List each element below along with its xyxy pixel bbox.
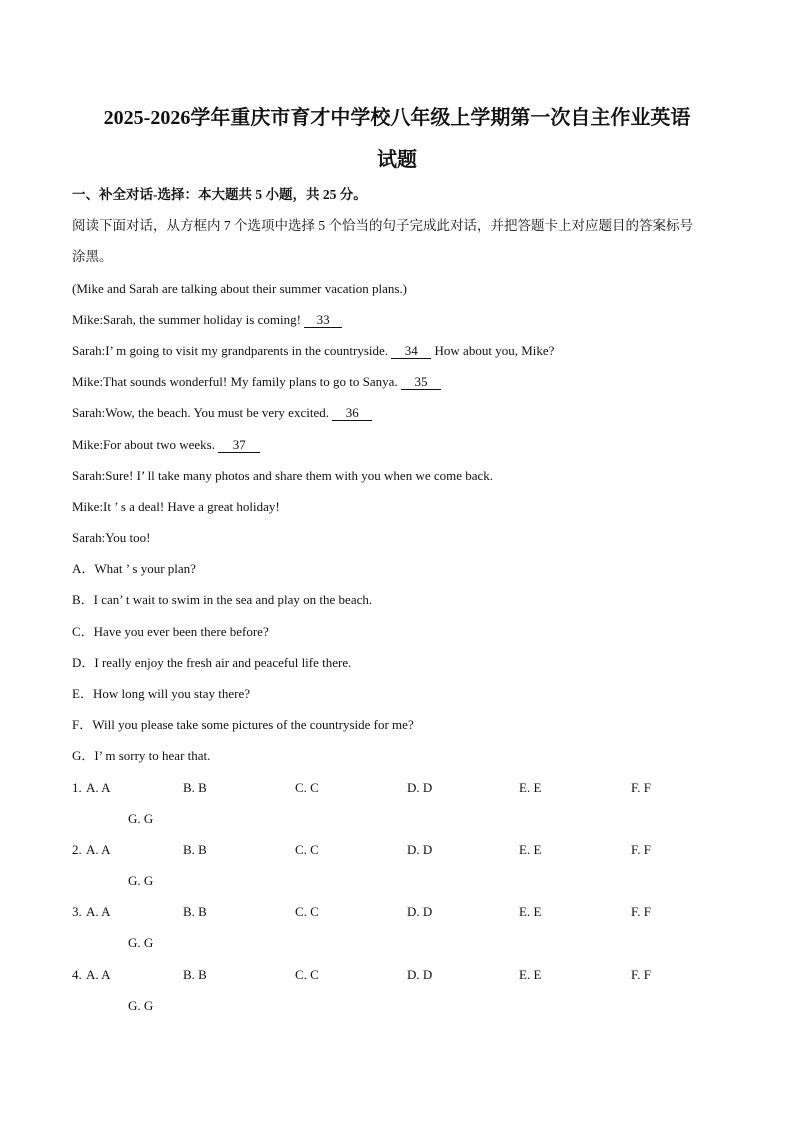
choice-d[interactable]: D. D [407, 842, 433, 857]
option-g: G．I’ m sorry to hear that. [72, 748, 211, 763]
option-a: A．What ’ s your plan? [72, 561, 196, 576]
choice-e[interactable]: E. E [519, 967, 542, 982]
choice-b[interactable]: B. B [183, 780, 207, 795]
option-e: E．How long will you stay there? [72, 686, 250, 701]
blank-35[interactable]: 35 [401, 375, 441, 390]
choice-e[interactable]: E. E [519, 842, 542, 857]
choice-f[interactable]: F. F [631, 904, 651, 919]
choice-d[interactable]: D. D [407, 780, 433, 795]
choice-g[interactable]: G. G [128, 935, 154, 950]
dialogue-text: Mike:That sounds wonderful! My family plans to go to Sanya. [72, 374, 401, 389]
choice-g[interactable]: G. G [128, 811, 154, 826]
choice-d[interactable]: D. D [407, 904, 433, 919]
choice-f[interactable]: F. F [631, 780, 651, 795]
dialogue-context: (Mike and Sarah are talking about their summer vacation plans.) [72, 281, 408, 296]
choice-c[interactable]: C. C [295, 780, 319, 795]
option-d: D．I really enjoy the fresh air and peaceful life there. [72, 655, 352, 670]
choice-a[interactable]: A. A [86, 842, 111, 857]
dialogue-line-1 [72, 312, 342, 328]
choice-c[interactable]: C. C [295, 904, 319, 919]
page-title-line2: 试题 [377, 149, 417, 171]
blank-36[interactable]: 36 [332, 406, 372, 421]
instructions-line2: 涂黑。 [72, 249, 113, 264]
choice-e[interactable]: E. E [519, 904, 542, 919]
page-title-line1: 2025-2026学年重庆市育才中学校八年级上学期第一次自主作业英语 [103, 107, 691, 129]
question-number: 2. [72, 842, 82, 857]
choice-f[interactable]: F. F [631, 842, 651, 857]
dialogue-line-3 [72, 374, 441, 390]
choice-b[interactable]: B. B [183, 904, 207, 919]
choice-b[interactable]: B. B [183, 842, 207, 857]
blank-33[interactable]: 33 [304, 313, 342, 328]
instructions-line1: 阅读下面对话，从方框内 7 个选项中选择 5 个恰当的句子完成此对话，并把答题卡上对应题目的答案标号 [72, 218, 693, 233]
question-number: 3. [72, 904, 82, 919]
choice-a[interactable]: A. A [86, 904, 111, 919]
choice-d[interactable]: D. D [407, 967, 433, 982]
dialogue-text: Sarah:I’ m going to visit my grandparents in the countryside. [72, 343, 392, 358]
dialogue-text: How about you, Mike? [431, 343, 555, 358]
dialogue-text: Mike:Sarah, the summer holiday is coming! [72, 312, 305, 327]
choice-b[interactable]: B. B [183, 967, 207, 982]
choice-a[interactable]: A. A [86, 780, 111, 795]
blank-37[interactable]: 37 [218, 438, 260, 453]
dialogue-line-7: Mike:It ’ s a deal! Have a great holiday! [72, 499, 280, 514]
choice-a[interactable]: A. A [86, 967, 111, 982]
dialogue-text: Mike:For about two weeks. [72, 437, 219, 452]
option-c: C．Have you ever been there before? [72, 624, 269, 639]
choice-c[interactable]: C. C [295, 842, 319, 857]
choice-c[interactable]: C. C [295, 967, 319, 982]
choice-g[interactable]: G. G [128, 873, 154, 888]
blank-34[interactable]: 34 [391, 344, 431, 359]
choice-g[interactable]: G. G [128, 998, 154, 1013]
question-number: 4. [72, 967, 82, 982]
option-f: F．Will you please take some pictures of the countryside for me? [72, 717, 414, 732]
option-b: B．I can’ t wait to swim in the sea and play on the beach. [72, 592, 373, 607]
dialogue-line-5 [72, 437, 260, 453]
dialogue-line-2 [72, 343, 554, 359]
choice-e[interactable]: E. E [519, 780, 542, 795]
dialogue-line-8: Sarah:You too! [72, 530, 151, 545]
dialogue-line-4 [72, 405, 372, 421]
choice-f[interactable]: F. F [631, 967, 651, 982]
dialogue-line-6: Sarah:Sure! I’ ll take many photos and share them with you when we come back. [72, 468, 494, 483]
section-heading: 一、补全对话-选择：本大题共 5 小题，共 25 分。 [72, 187, 367, 202]
question-number: 1. [72, 780, 82, 795]
dialogue-text: Sarah:Wow, the beach. You must be very excited. [72, 405, 333, 420]
